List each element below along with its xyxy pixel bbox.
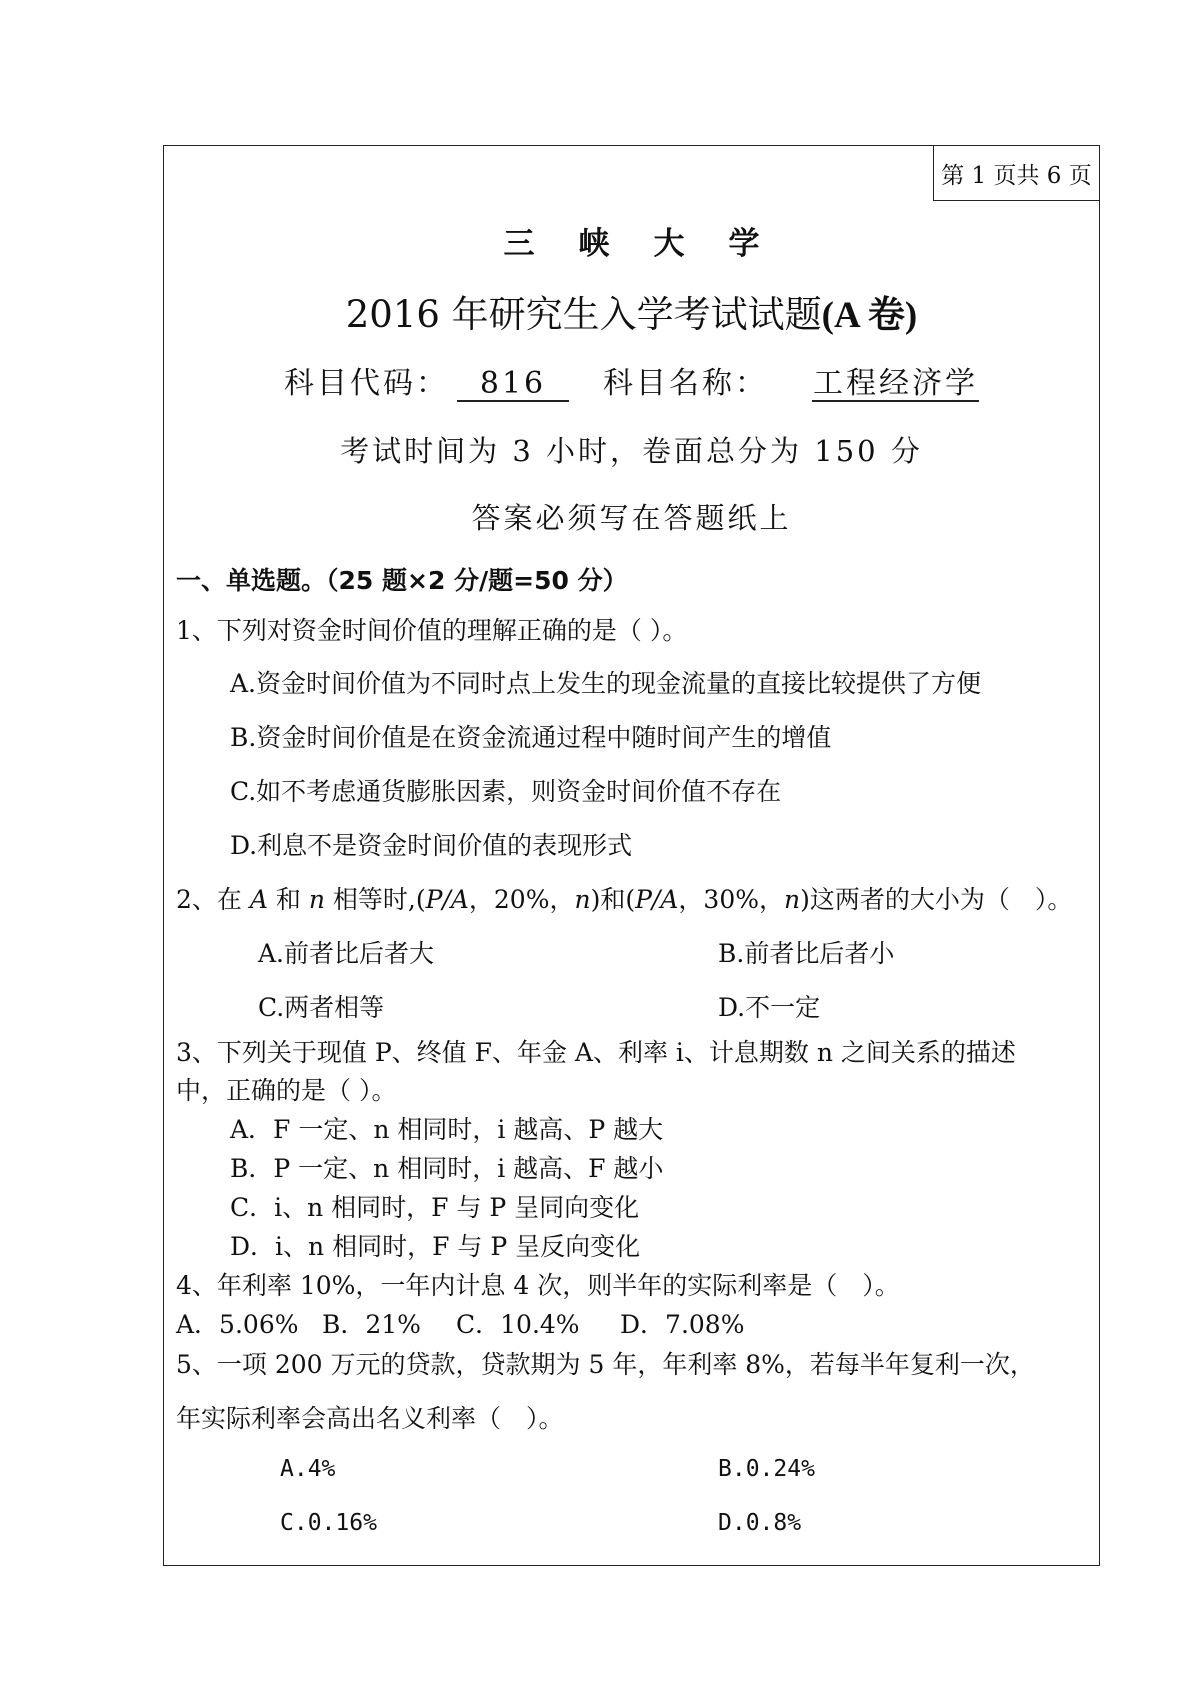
q2-var-a: A [249, 885, 268, 914]
question-5-option-b: B.0.24% [718, 1456, 815, 1482]
q2-var-n: n [308, 885, 325, 914]
subject-line [164, 358, 1099, 402]
exam-time-info: 考试时间为 3 小时，卷面总分为 150 分 [340, 434, 923, 468]
subject-name: 工程经济学 [813, 366, 978, 401]
question-4-option-c: C．10.4% [456, 1310, 580, 1339]
question-1-option-a: A.资金时间价值为不同时点上发生的现金流量的直接比较提供了方便 [230, 669, 982, 698]
subject-code-label: 科目代码： [284, 366, 449, 401]
question-4-option-d: D．7.08% [620, 1310, 745, 1339]
page-indicator: 第 1 页共 6 页 [933, 145, 1100, 201]
q2-part: 和 [267, 885, 309, 914]
q2-part: ，30%， [678, 885, 784, 914]
q2-var-n: n [574, 885, 591, 914]
q2-part: ，20%， [468, 885, 575, 914]
question-3-stem-line-2: 中，正确的是（ ）。 [176, 1076, 397, 1105]
question-1-stem: 1、下列对资金时间价值的理解正确的是（ ）。 [176, 616, 688, 645]
question-2-option-d: D.不一定 [718, 993, 821, 1022]
q2-factor: P/A [425, 885, 469, 914]
question-4-option-b: B．21% [322, 1310, 421, 1339]
question-1-option-c: C.如不考虑通货膨胀因素，则资金时间价值不存在 [230, 777, 782, 806]
question-5-option-d: D.0.8% [718, 1510, 802, 1536]
question-4-option-a: A．5.06% [176, 1310, 299, 1339]
question-3-stem-line-1: 3、下列关于现值 P、终值 F、年金 A、利率 i、计息期数 n 之间关系的描述 [176, 1038, 1016, 1067]
question-2-option-b: B.前者比后者小 [718, 939, 895, 968]
question-3-option-a: A．F 一定、n 相同时，i 越高、P 越大 [230, 1115, 664, 1144]
question-2-option-a: A.前者比后者大 [258, 939, 435, 968]
q2-factor: P/A [635, 885, 679, 914]
exam-title-main: 2016 年研究生入学考试试题 [345, 293, 822, 336]
question-2-option-c: C.两者相等 [258, 993, 385, 1022]
question-5-option-a: A.4% [280, 1456, 336, 1482]
q2-part: 2、在 [176, 885, 250, 914]
question-1-option-d: D.利息不是资金时间价值的表现形式 [230, 831, 633, 860]
exam-title [164, 284, 1099, 338]
subject-code: 816 [457, 368, 569, 402]
subject-name-label: 科目名称： [603, 366, 768, 401]
answer-note: 答案必须写在答题纸上 [471, 501, 792, 535]
exam-page-frame [163, 145, 1100, 1566]
question-4-stem: 4、年利率 10%，一年内计息 4 次，则半年的实际利率是（ ）。 [176, 1271, 900, 1300]
q2-part: )和( [590, 885, 636, 914]
question-1-option-b: B.资金时间价值是在资金流通过程中随时间产生的增值 [230, 723, 832, 752]
question-3-option-c: C．i、n 相同时，F 与 P 呈同向变化 [230, 1193, 640, 1222]
q2-part: 相等时,( [324, 885, 426, 914]
question-5-option-c: C.0.16% [280, 1510, 377, 1536]
question-3-option-d: D．i、n 相同时，F 与 P 呈反向变化 [230, 1232, 641, 1261]
question-5-stem-line-1: 5、一项 200 万元的贷款，贷款期为 5 年，年利率 8%，若每半年复利一次， [176, 1350, 1035, 1379]
university-name: 三峡大学 [503, 226, 804, 262]
section-title: 一、单选题。（25 题×2 分/题=50 分） [176, 566, 628, 595]
question-2-stem [176, 880, 1072, 916]
q2-part: )这两者的大小为（ ）。 [800, 885, 1073, 914]
exam-title-paper-version: (A 卷) [821, 295, 918, 336]
question-5-stem-line-2: 年实际利率会高出名义利率（ ）。 [176, 1404, 564, 1433]
question-3-option-b: B．P 一定、n 相同时，i 越高、F 越小 [230, 1154, 664, 1183]
q2-var-n: n [784, 885, 801, 914]
